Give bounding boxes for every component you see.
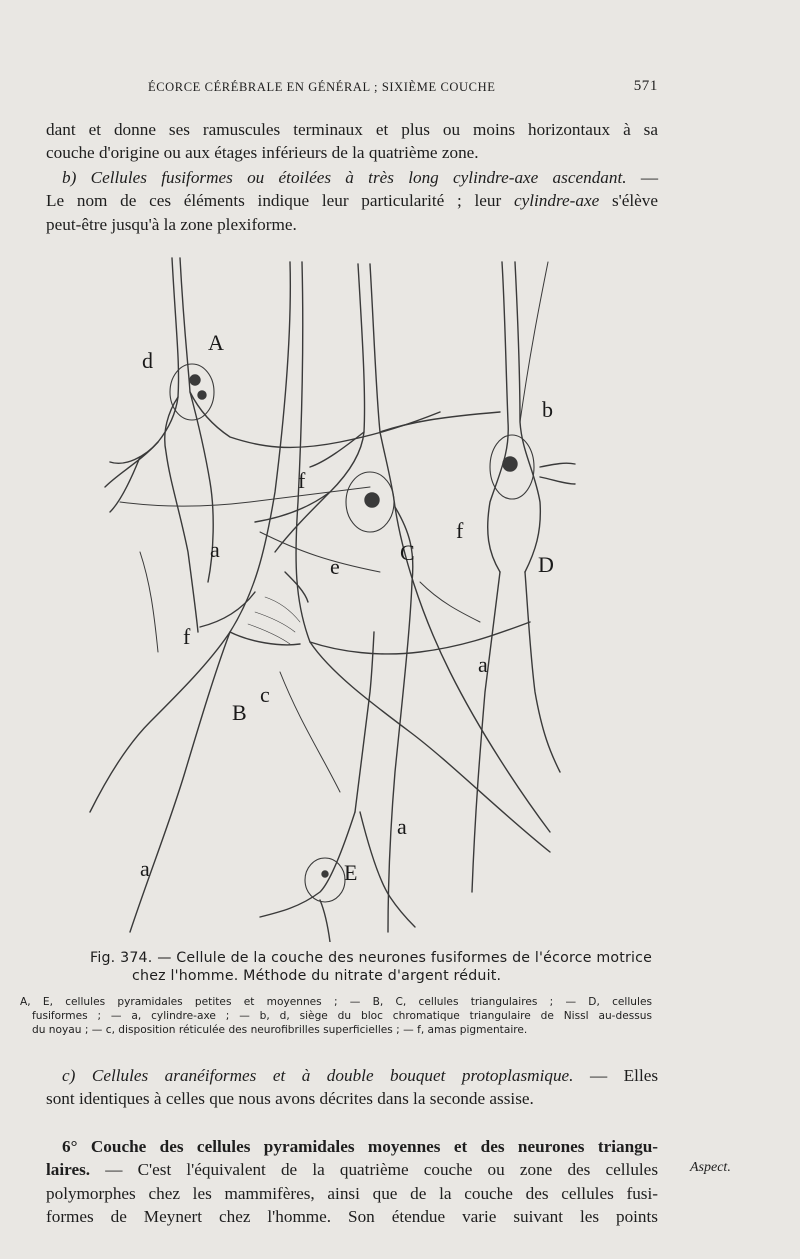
label-d: d xyxy=(142,348,153,373)
label-A: A xyxy=(208,330,224,355)
figure-374 xyxy=(80,252,640,942)
label-E: E xyxy=(344,860,358,885)
cell-B-drawing xyxy=(90,262,550,932)
running-head xyxy=(148,78,658,98)
section-b-heading-line xyxy=(46,166,658,189)
label-C: C xyxy=(400,540,415,565)
background-processes xyxy=(120,487,480,792)
figure-legend xyxy=(20,995,652,1037)
section-b-line-2-text: Le nom de ces éléments indique leur particularité ; leur xyxy=(46,191,502,211)
section-6-line-1 xyxy=(46,1135,658,1158)
section-c-paragraph xyxy=(46,1064,658,1111)
label-a-D: a xyxy=(478,652,488,677)
neuron-illustration xyxy=(80,252,640,942)
section-6-number: 6° xyxy=(62,1137,78,1156)
label-c: c xyxy=(260,682,270,707)
section-b-dash: — xyxy=(640,168,659,187)
section-c-letter: c) xyxy=(62,1066,76,1085)
label-e: e xyxy=(330,554,340,579)
legend-line-3: du noyau ; — c, disposition réticulée des neurofibrilles superficielles ; — f, amas pigmentaire. xyxy=(32,1024,528,1036)
legend-line-1: A, E, cellules pyramidales petites et moyennes ; — B, C, cellules triangulaires ; — D, cellules xyxy=(20,996,652,1008)
section-6-line-2-rest: — C'est l'équivalent de la quatrième couche ou zone des cellules xyxy=(105,1160,659,1180)
running-head-title: ÉCORCE CÉRÉBRALE EN GÉNÉRAL ; SIXIÈME COUCHE xyxy=(148,80,496,94)
intro-line-2: couche d'origine ou aux étages inférieurs de la quatrième zone. xyxy=(46,143,479,163)
label-f-D: f xyxy=(456,518,464,543)
cell-A-drawing xyxy=(105,258,440,632)
margin-note: Aspect. xyxy=(690,1160,731,1175)
section-c-line-1-end: Elles xyxy=(623,1066,659,1085)
section-b-paragraph xyxy=(46,166,658,236)
label-D: D xyxy=(538,552,554,577)
section-c-line-2: sont identiques à celles que nous avons décrites dans la seconde assise. xyxy=(46,1089,534,1109)
section-c-dash: — xyxy=(589,1066,608,1085)
section-6-paragraph xyxy=(46,1135,658,1229)
label-b: b xyxy=(542,397,553,422)
caption-line-1: Fig. 374. — Cellule de la couche des neurones fusiformes de l'écorce motrice xyxy=(90,950,653,966)
section-b-line-2-end: s'élève xyxy=(611,191,659,211)
section-b-line-2-italic: cylindre-axe xyxy=(513,191,600,211)
section-b-line-2 xyxy=(46,189,658,212)
section-6-line-3: polymorphes chez les mammifères, ainsi que de la couche des cellules fusi- xyxy=(46,1183,658,1203)
caption-line-2: chez l'homme. Méthode du nitrate d'argent réduit. xyxy=(132,968,502,984)
section-b-heading: Cellules fusiformes ou étoilées à très long cylindre-axe ascendant. xyxy=(90,168,627,187)
label-a-C: a xyxy=(397,814,407,839)
section-6-heading: Couche des cellules pyramidales moyennes et des neurones triangu- xyxy=(90,1137,658,1156)
section-6-heading-end: laires. xyxy=(46,1160,91,1180)
intro-paragraph xyxy=(46,118,658,165)
section-6-line-4: formes de Meynert chez l'homme. Son étendue varie suivant les points xyxy=(46,1207,658,1227)
label-f-B: f xyxy=(183,624,191,649)
section-6-line-2 xyxy=(46,1158,658,1181)
legend-line-2: fusiformes ; — a, cylindre-axe ; — b, d, siège du bloc chromatique triangulaire de Nissl au-dessus xyxy=(32,1010,652,1022)
section-b-line-3: peut-être jusqu'à la zone plexiforme. xyxy=(46,214,297,234)
figure-caption xyxy=(90,949,653,985)
section-b-letter: b) xyxy=(62,168,77,187)
page-number: 571 xyxy=(633,78,658,94)
section-c-heading: Cellules aranéiformes et à double bouquet protoplasmique. xyxy=(91,1066,574,1085)
label-a-B: a xyxy=(140,856,150,881)
label-a-A: a xyxy=(210,537,220,562)
label-f-C: f xyxy=(298,468,306,493)
section-c-line-1 xyxy=(46,1064,658,1087)
label-B: B xyxy=(232,700,247,725)
intro-line-1: dant et donne ses ramuscules terminaux et plus ou moins horizontaux à sa xyxy=(46,120,658,139)
